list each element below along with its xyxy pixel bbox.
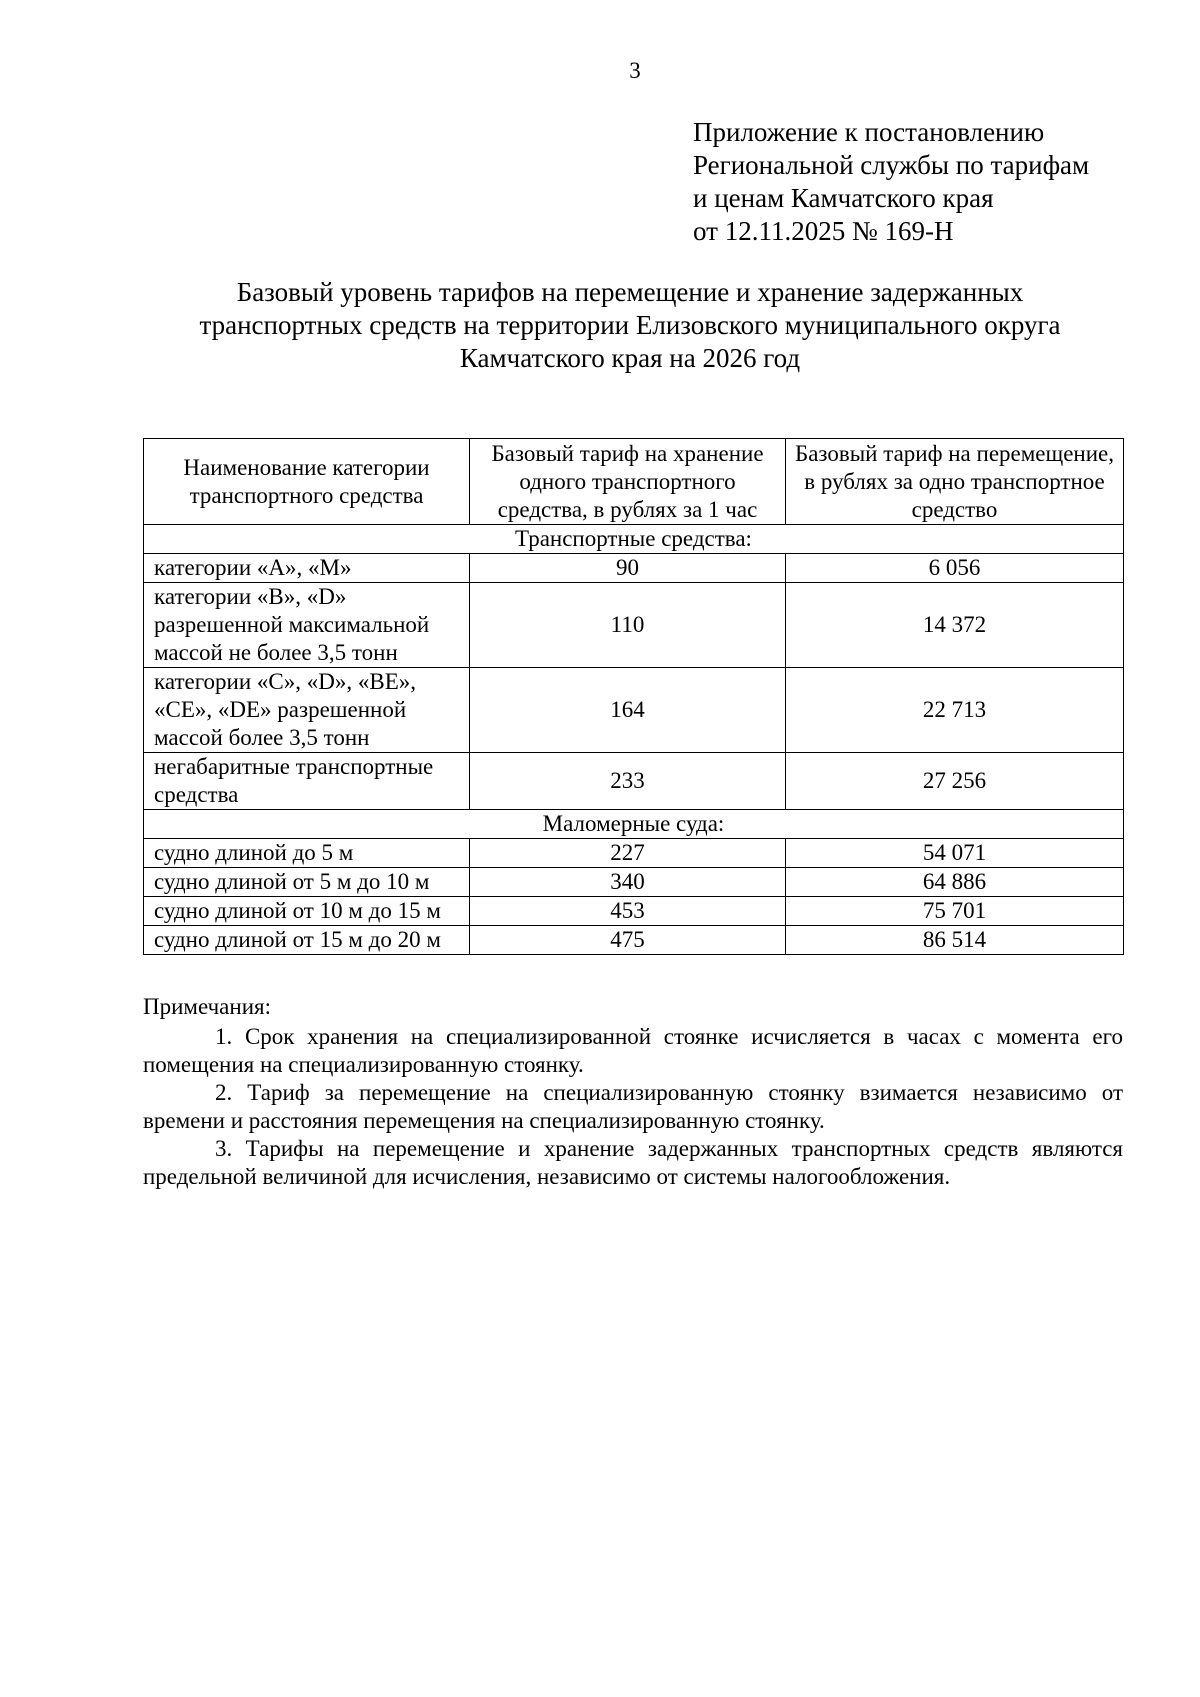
category-cell: судно длиной до 5 м xyxy=(144,839,470,868)
table-row xyxy=(144,583,1124,668)
section-title: Маломерные суда: xyxy=(144,810,1124,839)
header-transport-tariff: Базовый тариф на перемещение, в рублях за одно транспортное средство xyxy=(786,439,1124,525)
header-category: Наименование категории транспортного средства xyxy=(144,439,470,525)
section-row xyxy=(144,525,1124,554)
appendix-line: Приложение к постановлению xyxy=(693,117,1045,147)
category-cell: судно длиной от 10 м до 15 м xyxy=(144,897,470,926)
transport-cell: 6 056 xyxy=(786,554,1124,583)
storage-cell: 90 xyxy=(470,554,786,583)
document-title xyxy=(140,276,1120,375)
table-row xyxy=(144,868,1124,897)
appendix-line: от 12.11.2025 № 169-Н xyxy=(693,216,954,246)
storage-cell: 227 xyxy=(470,839,786,868)
storage-cell: 233 xyxy=(470,753,786,810)
transport-cell: 14 372 xyxy=(786,583,1124,668)
table-row xyxy=(144,897,1124,926)
appendix-block xyxy=(693,116,1089,248)
transport-cell: 54 071 xyxy=(786,839,1124,868)
table-row xyxy=(144,554,1124,583)
storage-cell: 475 xyxy=(470,926,786,955)
note-item: 1. Срок хранения на специализированной стоянке исчисляется в часах с момента его помещения на специализированную стоянку. xyxy=(143,1024,1123,1077)
appendix-line: и ценам Камчатского края xyxy=(693,183,994,213)
transport-cell: 86 514 xyxy=(786,926,1124,955)
tariff-table xyxy=(143,438,1124,955)
storage-cell: 453 xyxy=(470,897,786,926)
category-cell: категории «A», «M» xyxy=(144,554,470,583)
title-line: Камчатского края на 2026 год xyxy=(459,343,801,373)
note-item: 3. Тарифы на перемещение и хранение задержанных транспортных средств являются предельной величиной для исчисления, независимо от системы налогообложения. xyxy=(143,1136,1123,1189)
appendix-line: Региональной службы по тарифам xyxy=(693,150,1090,180)
category-cell: судно длиной от 5 м до 10 м xyxy=(144,868,470,897)
notes-title: Примечания: xyxy=(143,994,271,1019)
title-line: Базовый уровень тарифов на перемещение и хранение задержанных xyxy=(236,277,1024,307)
category-cell: негабаритные транспортные средства xyxy=(144,753,470,810)
storage-cell: 340 xyxy=(470,868,786,897)
note-item: 2. Тариф за перемещение на специализированную стоянку взимается независимо от времени и расстояния перемещения на специализированную стоянку. xyxy=(143,1080,1123,1133)
category-cell: категории «C», «D», «BE», «CE», «DE» разрешенной массой более 3,5 тонн xyxy=(144,668,470,753)
page-number: 3 xyxy=(629,58,641,83)
section-row xyxy=(144,810,1124,839)
category-cell: судно длиной от 15 м до 20 м xyxy=(144,926,470,955)
category-cell: категории «B», «D» разрешенной максимальной массой не более 3,5 тонн xyxy=(144,583,470,668)
header-storage-tariff: Базовый тариф на хранение одного транспортного средства, в рублях за 1 час xyxy=(470,439,786,525)
title-line: транспортных средств на территории Елизовского муниципального округа xyxy=(199,310,1061,340)
storage-cell: 164 xyxy=(470,668,786,753)
table-header-row xyxy=(144,439,1124,525)
section-title: Транспортные средства: xyxy=(144,525,1124,554)
transport-cell: 64 886 xyxy=(786,868,1124,897)
storage-cell: 110 xyxy=(470,583,786,668)
table-row xyxy=(144,668,1124,753)
table-row xyxy=(144,926,1124,955)
table-row xyxy=(144,839,1124,868)
table-row xyxy=(144,753,1124,810)
notes-block xyxy=(143,993,1123,1191)
transport-cell: 75 701 xyxy=(786,897,1124,926)
transport-cell: 27 256 xyxy=(786,753,1124,810)
transport-cell: 22 713 xyxy=(786,668,1124,753)
